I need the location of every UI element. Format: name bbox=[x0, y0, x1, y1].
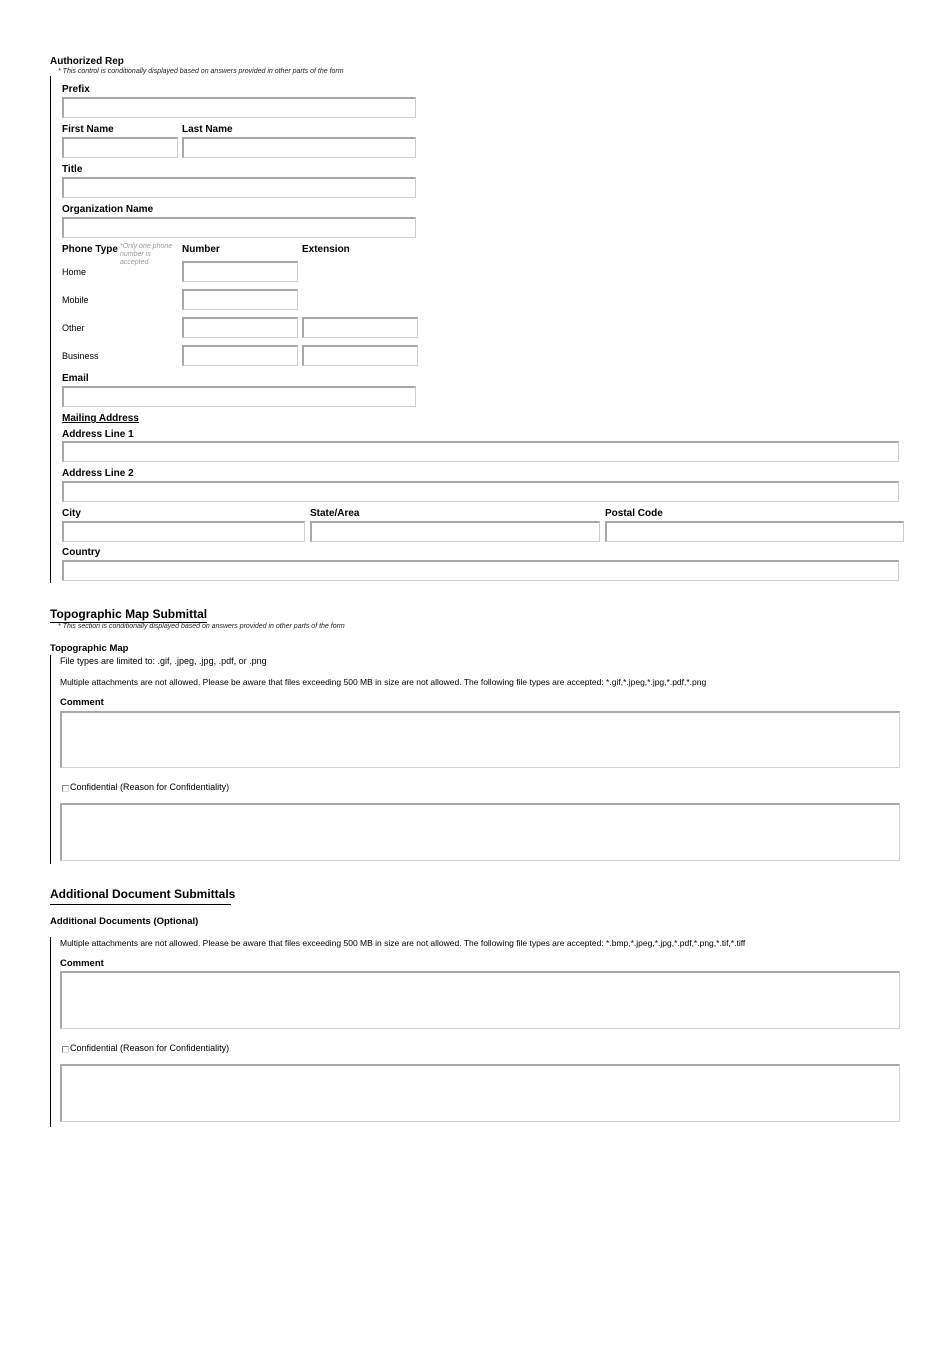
topographic-map-heading: Topographic Map bbox=[50, 643, 129, 654]
organization-name-input[interactable] bbox=[62, 217, 416, 238]
phone-type-business: Business bbox=[62, 351, 99, 361]
business-extension-input[interactable] bbox=[302, 345, 418, 366]
title-input[interactable] bbox=[62, 177, 416, 198]
phone-type-home: Home bbox=[62, 267, 87, 277]
first-name-label: First Name bbox=[62, 124, 114, 135]
topographic-conditional-note: * This section is conditionally displayed based on answers provided in other parts of the form bbox=[58, 623, 345, 630]
phone-note: *Only one phone number is accepted bbox=[120, 243, 173, 266]
prefix-input[interactable] bbox=[62, 97, 416, 118]
organization-name-label: Organization Name bbox=[62, 204, 154, 215]
additional-confidential-label: Confidential (Reason for Confidentiality) bbox=[70, 1043, 230, 1053]
state-area-input[interactable] bbox=[310, 521, 600, 542]
prefix-label: Prefix bbox=[62, 84, 90, 95]
address-line-1-input[interactable] bbox=[62, 441, 899, 462]
additional-comment-textarea[interactable] bbox=[60, 971, 900, 1029]
additional-border bbox=[50, 937, 51, 1127]
topographic-confidential-textarea[interactable] bbox=[60, 803, 900, 861]
phone-type-other: Other bbox=[62, 323, 85, 333]
other-number-input[interactable] bbox=[182, 317, 298, 338]
last-name-input[interactable] bbox=[182, 137, 416, 158]
additional-heading-underline bbox=[50, 904, 231, 905]
address-line-1-label: Address Line 1 bbox=[62, 429, 134, 440]
file-types-note: File types are limited to: .gif, .jpeg, .jpg, .pdf, or .png bbox=[60, 656, 267, 666]
topographic-border bbox=[50, 655, 51, 864]
phone-type-label: Phone Type bbox=[62, 244, 118, 255]
additional-confidential-checkbox[interactable] bbox=[62, 1046, 69, 1053]
number-label: Number bbox=[182, 244, 220, 255]
city-input[interactable] bbox=[62, 521, 305, 542]
additional-documents-heading: Additional Documents (Optional) bbox=[50, 916, 199, 927]
conditional-note: * This control is conditionally displayed based on answers provided in other parts of the form bbox=[58, 68, 344, 75]
topographic-attachment-note: Multiple attachments are not allowed. Please be aware that files exceeding 500 MB in size are not allowed. The following file types are accepted: *.gif,*.jpeg,*.jpg,*.pdf,*.png bbox=[60, 677, 707, 687]
address-line-2-label: Address Line 2 bbox=[62, 468, 134, 479]
additional-confidential-textarea[interactable] bbox=[60, 1064, 900, 1122]
additional-attachment-note: Multiple attachments are not allowed. Please be aware that files exceeding 500 MB in size are not allowed. The following file types are accepted: *.bmp,*.jpeg,*.jpg,*.pdf,*.png,*.tif,*.tiff bbox=[60, 938, 746, 948]
extension-label: Extension bbox=[302, 244, 350, 255]
last-name-label: Last Name bbox=[182, 124, 233, 135]
additional-section-heading: Additional Document Submittals bbox=[50, 887, 236, 901]
title-label: Title bbox=[62, 164, 83, 175]
state-area-label: State/Area bbox=[310, 508, 360, 519]
topographic-section-heading: Topographic Map Submittal bbox=[50, 607, 208, 621]
postal-code-label: Postal Code bbox=[605, 508, 663, 519]
phone-type-mobile: Mobile bbox=[62, 295, 89, 305]
country-label: Country bbox=[62, 547, 101, 558]
business-number-input[interactable] bbox=[182, 345, 298, 366]
topographic-comment-textarea[interactable] bbox=[60, 711, 900, 768]
topographic-confidential-label: Confidential (Reason for Confidentiality) bbox=[70, 782, 230, 792]
email-input[interactable] bbox=[62, 386, 416, 407]
mailing-address-heading: Mailing Address bbox=[62, 413, 139, 424]
topographic-comment-label: Comment bbox=[60, 697, 104, 708]
country-input[interactable] bbox=[62, 560, 899, 581]
mobile-number-input[interactable] bbox=[182, 289, 298, 310]
authorized-rep-heading: Authorized Rep bbox=[50, 56, 124, 67]
postal-code-input[interactable] bbox=[605, 521, 904, 542]
topographic-confidential-checkbox[interactable] bbox=[62, 785, 69, 792]
home-number-input[interactable] bbox=[182, 261, 298, 282]
additional-comment-label: Comment bbox=[60, 958, 104, 969]
first-name-input[interactable] bbox=[62, 137, 178, 158]
city-label: City bbox=[62, 508, 81, 519]
address-line-2-input[interactable] bbox=[62, 481, 899, 502]
other-extension-input[interactable] bbox=[302, 317, 418, 338]
email-label: Email bbox=[62, 373, 89, 384]
section-border bbox=[50, 76, 51, 583]
